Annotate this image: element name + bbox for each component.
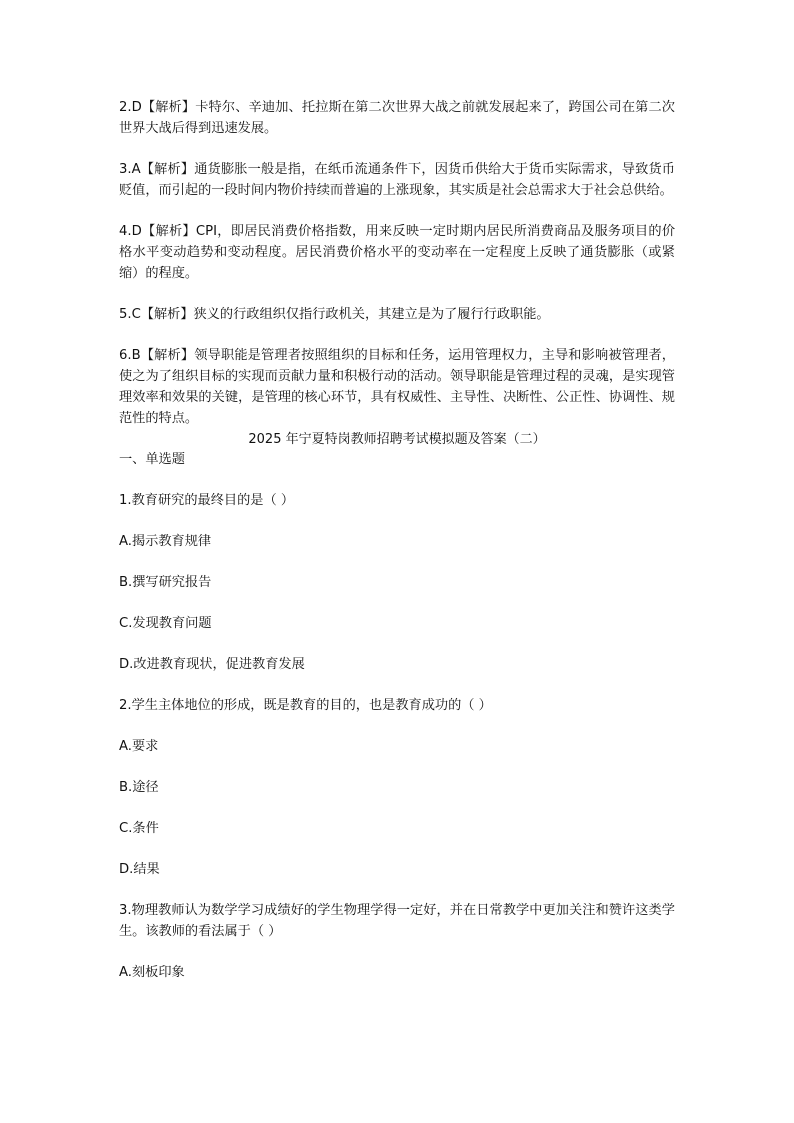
question-option: D.结果 (119, 862, 160, 877)
answer-text: 狭义的行政组织仅指行政机关，其建立是为了履行行政职能。 (193, 307, 550, 322)
answer-text: 通货膨胀一般是指，在纸币流通条件下，因货币供给大于货币实际需求，导致货币贬值，而引起的一段时间内物价持续而普遍的上涨现象，其实质是社会总需求大于社会总供给。 (119, 162, 675, 198)
answer-explanation (119, 97, 675, 139)
answer-text: 卡特尔、辛迪加、托拉斯在第二次世界大战之前就发展起来了，跨国公司在第二次世界大战后得到迅速发展。 (119, 100, 675, 136)
document-content (119, 97, 675, 983)
question-option: C.发现教育问题 (119, 616, 212, 631)
section-title: 一、单选题 (119, 452, 185, 467)
answer-text: 领导职能是管理者按照组织的目标和任务，运用管理权力，主导和影响被管理者，使之为了组织目标的实现而贡献力量和积极行动的活动。领导职能是管理过程的灵魂，是实现管理效率和效果的关键，是管理的核心环节，具有权威性、主导性、决断性、公正性、协调性、规范性的特点。 (119, 348, 675, 426)
question-option: D.改进教育现状，促进教育发展 (119, 657, 305, 672)
answer-label: 4.D【解析】 (119, 224, 196, 239)
answer-label: 3.A【解析】 (119, 162, 195, 177)
answer-label: 6.B【解析】 (119, 348, 195, 363)
question-stem: 2.学生主体地位的形成，既是教育的目的，也是教育成功的（ ） (119, 698, 492, 713)
question-option: A.要求 (119, 739, 159, 754)
answer-explanation (119, 159, 675, 201)
question-option: A.刻板印象 (119, 965, 185, 980)
answer-explanation (119, 221, 675, 284)
question-stem: 3.物理教师认为数学学习成绩好的学生物理学得一定好，并在日常教学中更加关注和赞许这类学生。该教师的看法属于（ ） (119, 903, 675, 939)
question-stem: 1.教育研究的最终目的是（ ） (119, 493, 295, 508)
answer-explanation (119, 304, 675, 325)
answer-explanation (119, 345, 675, 429)
answer-label: 2.D【解析】 (119, 100, 196, 115)
answer-text: CPI，即居民消费价格指数，用来反映一定时期内居民所消费商品及服务项目的价格水平变动趋势和变动程度。居民消费价格水平的变动率在一定程度上反映了通货膨胀（或紧缩）的程度。 (119, 224, 676, 281)
answer-label: 5.C【解析】 (119, 307, 194, 322)
question-option: A.揭示教育规律 (119, 534, 212, 549)
exam-title: 2025 年宁夏特岗教师招聘考试模拟题及答案（二） (248, 432, 546, 447)
question-option: B.撰写研究报告 (119, 575, 212, 590)
question-option: C.条件 (119, 821, 159, 836)
question-option: B.途径 (119, 780, 159, 795)
